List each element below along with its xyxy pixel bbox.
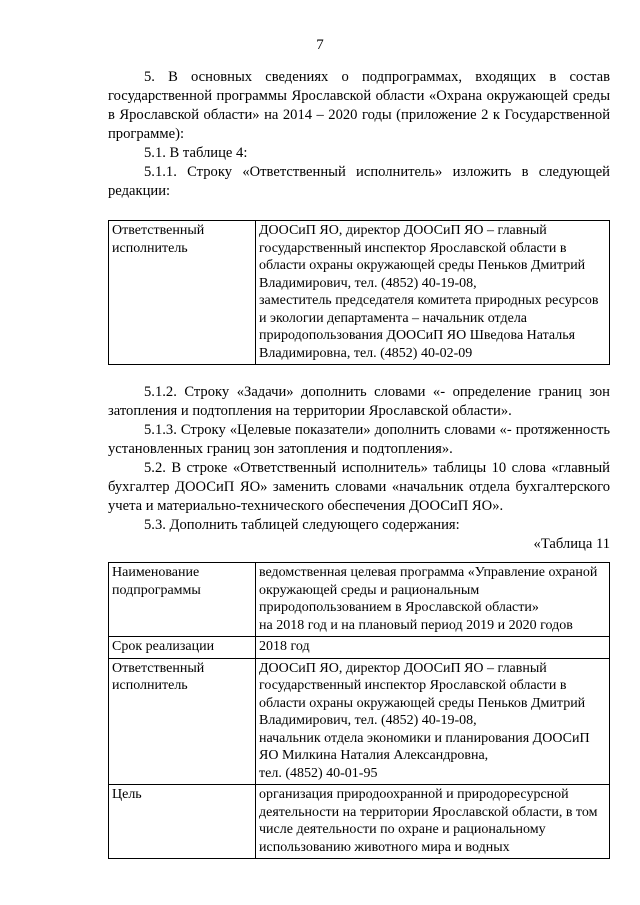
table-cell-label: Наименование подпрограммы: [109, 563, 256, 637]
table-cell-value: организация природоохранной и природоресурсной деятельности на территории Ярославской области, в том числе деятельности по охране и рациональному использованию животного мира и водных: [256, 785, 610, 859]
table-11: [108, 562, 610, 859]
paragraph-5-2: 5.2. В строке «Ответственный исполнитель» таблицы 10 слова «главный бухгалтер ДООСиП ЯО» заменить словами «начальник отдела бухгалтерского учета и материально-технического обеспечения ДООСиП ЯО».: [108, 460, 610, 514]
table-row: [109, 658, 610, 785]
table-cell-label: Ответственный исполнитель: [109, 221, 256, 365]
table-cell-value: ДООСиП ЯО, директор ДООСиП ЯО – главный государственный инспектор Ярославской области в области охраны окружающей среды Пеньков Дмитрий Владимирович, тел. (4852) 40-19-08, заместитель председателя комитета природных ресурсов и экологии департамента – начальник отдела природопользования ДООСиП ЯО Шведова Наталья Владимировна, тел. (4852) 40-02-09: [256, 221, 610, 365]
document-body: [108, 68, 610, 859]
table-responsible-executor: [108, 220, 610, 365]
table-cell-value: ДООСиП ЯО, директор ДООСиП ЯО – главный государственный инспектор Ярославской области в области охраны окружающей среды Пеньков Дмитрий Владимирович, тел. (4852) 40-19-08, начальник отдела экономики и планирования ДООСиП ЯО Милкина Наталия Александровна, тел. (4852) 40-01-95: [256, 658, 610, 785]
page-number: 7: [316, 37, 324, 53]
table-row: [109, 221, 610, 365]
table-row: [109, 563, 610, 637]
paragraph-5-3: 5.3. Дополнить таблицей следующего содержания:: [144, 517, 460, 533]
table-caption: «Таблица 11: [533, 536, 610, 552]
table-cell-value: ведомственная целевая программа «Управление охраной окружающей среды и рациональным природопользованием в Ярославской области» на 2018 год и на плановый период 2019 и 2020 годов: [256, 563, 610, 637]
table-cell-label: Цель: [109, 785, 256, 859]
paragraph-5-1-1: 5.1.1. Строку «Ответственный исполнитель» изложить в следующей редакции:: [108, 164, 610, 199]
table-row: [109, 637, 610, 659]
table-cell-label: Срок реализации: [109, 637, 256, 659]
paragraph-5: 5. В основных сведениях о подпрограммах, входящих в состав государственной программы Ярославской области «Охрана окружающей среды в Ярославской области» на 2014 – 2020 годы (приложение 2 к Государственной программе):: [108, 69, 610, 142]
paragraph-5-1: 5.1. В таблице 4:: [144, 145, 248, 161]
table-cell-label: Ответственный исполнитель: [109, 658, 256, 785]
paragraph-5-1-3: 5.1.3. Строку «Целевые показатели» дополнить словами «- протяженность установленных границ зон затопления и подтопления».: [108, 422, 610, 457]
table-cell-value: 2018 год: [256, 637, 610, 659]
table-row: [109, 785, 610, 859]
paragraph-5-1-2: 5.1.2. Строку «Задачи» дополнить словами «- определение границ зон затопления и подтопления на территории Ярославской области».: [108, 384, 610, 419]
